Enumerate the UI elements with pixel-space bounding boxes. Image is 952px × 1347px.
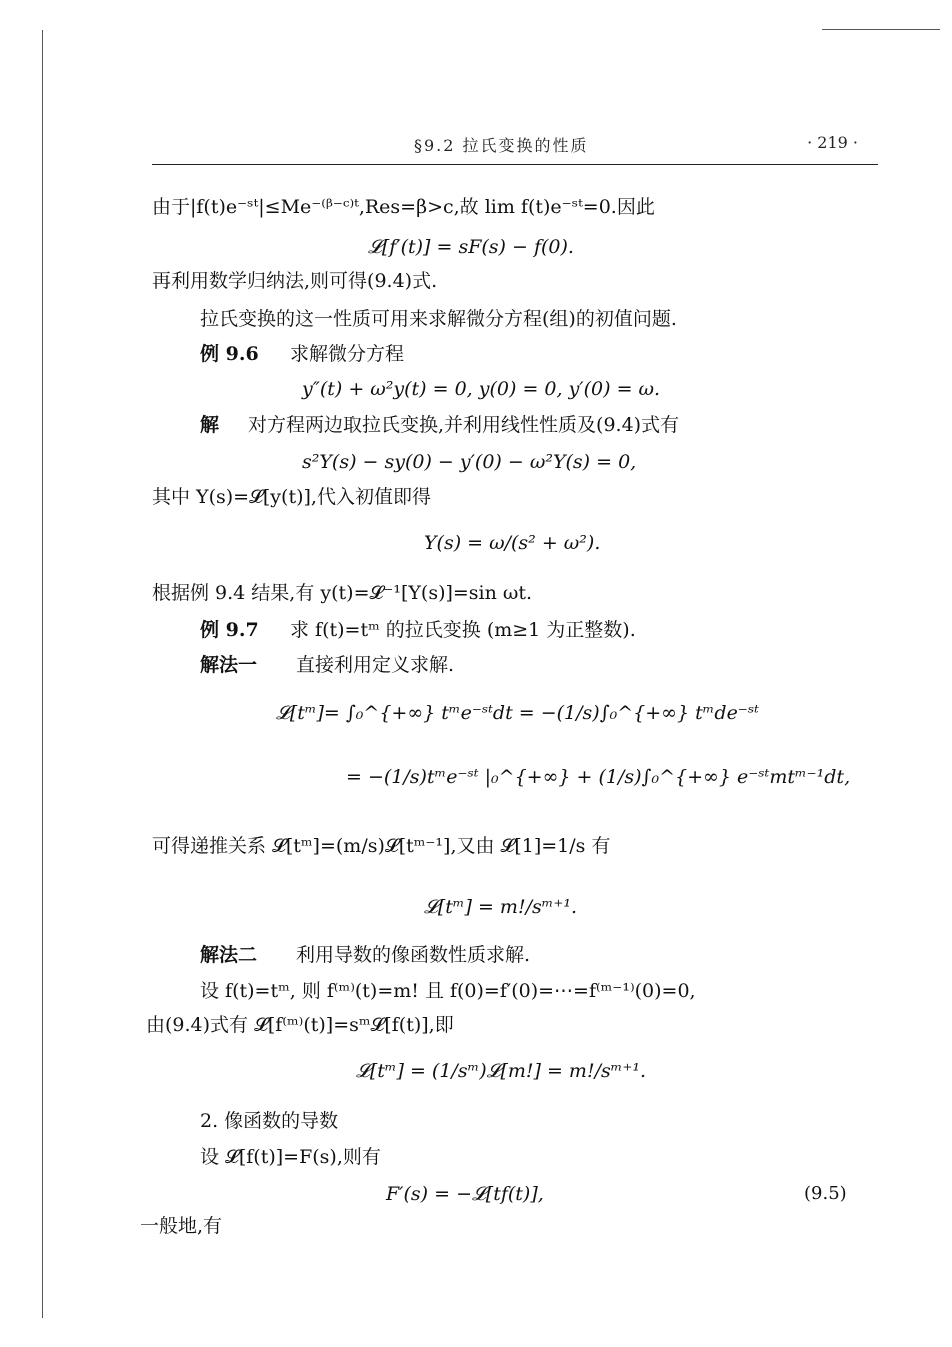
section-title: §9.2 拉氏变换的性质 bbox=[414, 136, 589, 155]
text-line: 再利用数学归纳法,则可得(9.4)式. bbox=[152, 270, 438, 292]
equation: = −(1/s)tᵐe⁻ˢᵗ |₀^{+∞} + (1/s)∫₀^{+∞} e⁻ˢᵗmtᵐ⁻¹dt, bbox=[346, 766, 851, 788]
text-line: 根据例 9.4 结果,有 y(t)=𝓛⁻¹[Y(s)]=sin ωt. bbox=[152, 582, 533, 604]
example-label: 例 9.6 bbox=[200, 343, 259, 365]
equation: 𝓛[tᵐ] = (1/sᵐ)𝓛[m!] = m!/sᵐ⁺¹. bbox=[356, 1060, 647, 1082]
text-line: 设 𝓛[f(t)]=F(s),则有 bbox=[200, 1146, 381, 1168]
binding-edge-line bbox=[42, 30, 43, 1318]
text-line: 拉氏变换的这一性质可用来求解微分方程(组)的初值问题. bbox=[200, 308, 677, 330]
page-number: · 219 · bbox=[807, 133, 858, 152]
equation: s²Y(s) − sy(0) − y′(0) − ω²Y(s) = 0, bbox=[302, 451, 637, 473]
method-label: 解法二 bbox=[200, 944, 258, 966]
text-line: 设 f(t)=tᵐ, 则 f⁽ᵐ⁾(t)=m! 且 f(0)=f′(0)=⋯=f⁽ᵐ⁻¹⁾(0)=0, bbox=[200, 980, 696, 1002]
equation-number: (9.5) bbox=[804, 1183, 847, 1204]
text-line: 由(9.4)式有 𝓛[f⁽ᵐ⁾(t)]=sᵐ𝓛[f(t)],即 bbox=[146, 1014, 454, 1036]
equation: F′(s) = −𝓛[tf(t)], bbox=[386, 1183, 544, 1205]
text-line: 直接利用定义求解. bbox=[296, 654, 455, 676]
text-line: 利用导数的像函数性质求解. bbox=[296, 944, 531, 966]
equation: y″(t) + ω²y(t) = 0, y(0) = 0, y′(0) = ω. bbox=[302, 378, 661, 400]
text-line: 求解微分方程 bbox=[290, 343, 405, 365]
equation: 𝓛[tᵐ] = m!/sᵐ⁺¹. bbox=[424, 896, 578, 918]
text-line: 一般地,有 bbox=[140, 1215, 223, 1237]
equation: 𝓛[f′(t)] = sF(s) − f(0). bbox=[368, 236, 574, 258]
text-line: 求 f(t)=tᵐ 的拉氏变换 (m≥1 为正整数). bbox=[290, 619, 636, 641]
example-label: 例 9.7 bbox=[200, 619, 259, 641]
solution-label: 解 bbox=[200, 414, 220, 436]
subsection-title: 2. 像函数的导数 bbox=[200, 1110, 339, 1132]
equation: Y(s) = ω/(s² + ω²). bbox=[424, 532, 601, 554]
text-line: 由于|f(t)e⁻ˢᵗ|≤Me⁻⁽ᵝ⁻ᶜ⁾ᵗ,Res=β>c,故 lim f(t)e⁻ˢᵗ=0.因此 bbox=[152, 196, 655, 218]
method-label: 解法一 bbox=[200, 654, 258, 676]
text-line: 对方程两边取拉氏变换,并利用线性性质及(9.4)式有 bbox=[248, 414, 680, 436]
page-header bbox=[152, 129, 878, 163]
corner-rule bbox=[822, 29, 940, 30]
text-line: 可得递推关系 𝓛[tᵐ]=(m/s)𝓛[tᵐ⁻¹],又由 𝓛[1]=1/s 有 bbox=[152, 835, 611, 857]
equation: 𝓛[tᵐ]= ∫₀^{+∞} tᵐe⁻ˢᵗdt = −(1/s)∫₀^{+∞} tᵐde⁻ˢᵗ bbox=[276, 702, 759, 724]
header-rule bbox=[152, 164, 878, 165]
text-line: 其中 Y(s)=𝓛[y(t)],代入初值即得 bbox=[152, 486, 431, 508]
